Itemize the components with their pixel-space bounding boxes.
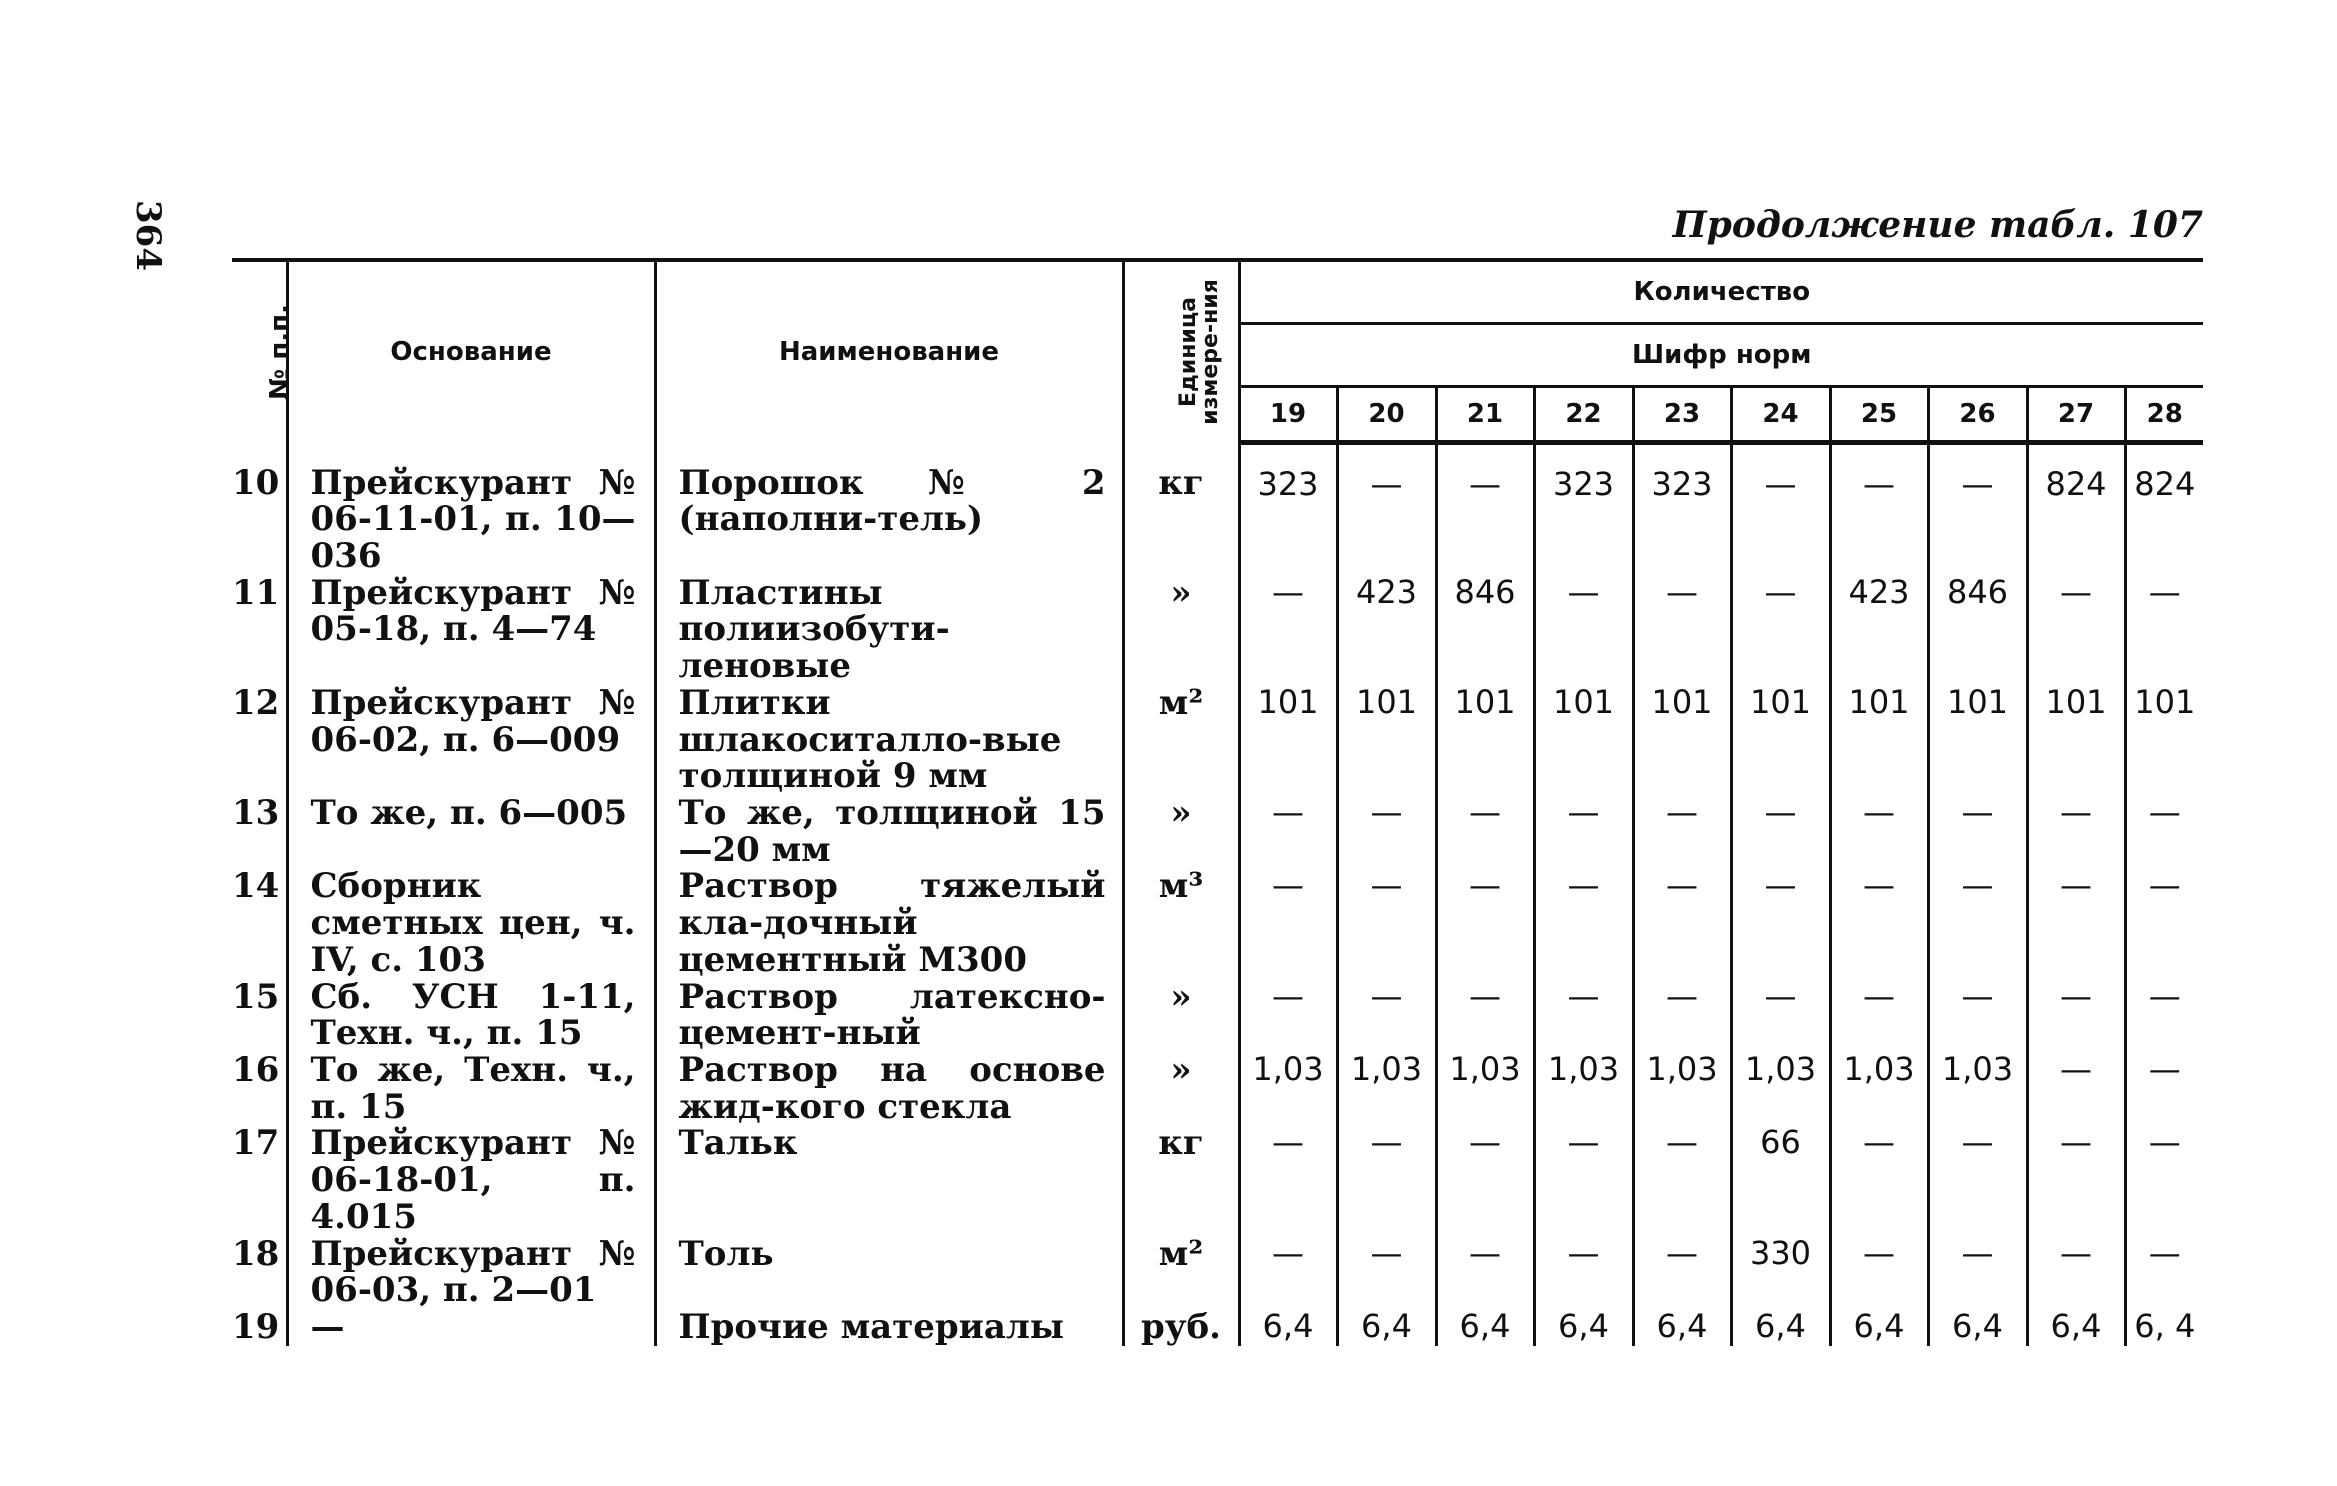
header-code-23: 23 <box>1633 387 1731 443</box>
header-code-25: 25 <box>1830 387 1928 443</box>
row-value-25: 423 <box>1830 575 1928 685</box>
row-value-19: 6,4 <box>1239 1309 1337 1346</box>
header-code-24: 24 <box>1731 387 1830 443</box>
row-name: Пластины полиизобути-леновые <box>655 575 1123 685</box>
row-basis: Прейскурант № 06-03, п. 2—01 <box>287 1236 655 1309</box>
row-value-20: 1,03 <box>1337 1052 1436 1125</box>
row-value-22: 1,03 <box>1534 1052 1633 1125</box>
row-unit: кг <box>1123 443 1239 575</box>
row-value-21: 101 <box>1436 685 1534 795</box>
row-basis: Прейскурант № 06-11-01, п. 10—036 <box>287 443 655 575</box>
row-number: 19 <box>232 1307 280 1348</box>
row-unit: » <box>1123 979 1239 1052</box>
row-name: Раствор латексно-цемент-ный <box>655 979 1123 1052</box>
row-value-21: — <box>1436 868 1534 978</box>
row-name: Порошок № 2 (наполни-тель) <box>655 443 1123 575</box>
row-value-27: — <box>2027 1052 2125 1125</box>
row-value-20: — <box>1337 795 1436 868</box>
row-value-26: 1,03 <box>1928 1052 2027 1125</box>
row-value-26: — <box>1928 795 2027 868</box>
row-value-23: 101 <box>1633 685 1731 795</box>
header-code-22: 22 <box>1534 387 1633 443</box>
table-row <box>232 575 2203 685</box>
row-value-27: — <box>2027 1125 2125 1235</box>
header-num: № п.п. <box>232 260 287 443</box>
header-code-28: 28 <box>2125 387 2203 443</box>
row-value-26: — <box>1928 868 2027 978</box>
row-value-22: — <box>1534 979 1633 1052</box>
row-value-22: — <box>1534 1236 1633 1309</box>
row-value-28: — <box>2125 1125 2203 1235</box>
table-row <box>232 1052 2203 1125</box>
row-value-22: 101 <box>1534 685 1633 795</box>
row-value-23: — <box>1633 795 1731 868</box>
row-value-26: — <box>1928 1236 2027 1309</box>
row-value-26: — <box>1928 1125 2027 1235</box>
row-value-21: — <box>1436 979 1534 1052</box>
table-row <box>232 979 2203 1052</box>
row-number: 10 <box>232 462 280 503</box>
row-name: Прочие материалы <box>655 1309 1123 1346</box>
norms-table <box>232 258 2203 1346</box>
row-value-28: 6, 4 <box>2125 1309 2203 1346</box>
row-value-25: — <box>1830 1236 1928 1309</box>
row-value-26: — <box>1928 979 2027 1052</box>
row-value-28: — <box>2125 868 2203 978</box>
row-value-21: — <box>1436 795 1534 868</box>
row-name: Толь <box>655 1236 1123 1309</box>
row-value-24: — <box>1731 868 1830 978</box>
row-value-23: 1,03 <box>1633 1052 1731 1125</box>
row-value-25: — <box>1830 795 1928 868</box>
header-code-21: 21 <box>1436 387 1534 443</box>
row-value-22: 323 <box>1534 443 1633 575</box>
row-value-27: — <box>2027 795 2125 868</box>
row-basis: Прейскурант № 06-02, п. 6—009 <box>287 685 655 795</box>
row-basis: Прейскурант № 05-18, п. 4—74 <box>287 575 655 685</box>
row-unit: кг <box>1123 1125 1239 1235</box>
row-value-27: — <box>2027 868 2125 978</box>
header-name: Наименование <box>655 260 1123 443</box>
row-value-20: 423 <box>1337 575 1436 685</box>
row-value-22: — <box>1534 575 1633 685</box>
row-number: 17 <box>232 1123 280 1164</box>
row-basis: То же, Техн. ч., п. 15 <box>287 1052 655 1125</box>
row-number: 15 <box>232 976 280 1017</box>
row-value-22: — <box>1534 795 1633 868</box>
row-number: 16 <box>232 1050 280 1090</box>
header-code-20: 20 <box>1337 387 1436 443</box>
row-number: 11 <box>232 572 280 613</box>
row-value-19: — <box>1239 1236 1337 1309</box>
row-value-22: — <box>1534 868 1633 978</box>
row-value-26: — <box>1928 443 2027 575</box>
row-value-23: — <box>1633 1125 1731 1235</box>
header-unit: Единица измере-ния <box>1123 260 1239 443</box>
row-value-27: — <box>2027 979 2125 1052</box>
row-number: 14 <box>232 866 280 907</box>
row-value-28: 101 <box>2125 685 2203 795</box>
row-value-25: — <box>1830 868 1928 978</box>
row-value-22: — <box>1534 1125 1633 1235</box>
table-row <box>232 1309 2203 1346</box>
row-value-21: — <box>1436 1125 1534 1235</box>
row-value-22: 6,4 <box>1534 1309 1633 1346</box>
row-value-24: 66 <box>1731 1125 1830 1235</box>
row-name: Раствор тяжелый кла-дочный цементный М300 <box>655 868 1123 978</box>
row-number: 12 <box>232 682 280 723</box>
page-number: 364 <box>128 200 168 271</box>
table-row <box>232 1125 2203 1235</box>
row-value-26: 6,4 <box>1928 1309 2027 1346</box>
row-basis: Сб. УСН 1-11, Техн. ч., п. 15 <box>287 979 655 1052</box>
row-value-28: — <box>2125 979 2203 1052</box>
table-row <box>232 868 2203 978</box>
row-value-19: 323 <box>1239 443 1337 575</box>
row-value-28: — <box>2125 575 2203 685</box>
row-value-27: — <box>2027 1236 2125 1309</box>
header-code: Шифр норм <box>1239 324 2203 387</box>
row-value-24: — <box>1731 575 1830 685</box>
row-value-27: — <box>2027 575 2125 685</box>
row-value-24: 330 <box>1731 1236 1830 1309</box>
row-value-21: — <box>1436 443 1534 575</box>
row-value-20: 101 <box>1337 685 1436 795</box>
row-value-24: — <box>1731 443 1830 575</box>
header-code-27: 27 <box>2027 387 2125 443</box>
row-value-23: — <box>1633 1236 1731 1309</box>
header-basis: Основание <box>287 260 655 443</box>
table-row <box>232 1236 2203 1309</box>
row-value-27: 6,4 <box>2027 1309 2125 1346</box>
row-value-28: — <box>2125 1236 2203 1309</box>
row-value-25: — <box>1830 443 1928 575</box>
row-name: Плитки шлакоситалло-вые толщиной 9 мм <box>655 685 1123 795</box>
row-value-28: — <box>2125 795 2203 868</box>
row-value-19: — <box>1239 868 1337 978</box>
row-value-19: 101 <box>1239 685 1337 795</box>
row-value-24: 101 <box>1731 685 1830 795</box>
row-value-26: 846 <box>1928 575 2027 685</box>
row-value-23: — <box>1633 575 1731 685</box>
row-basis: — <box>287 1309 655 1346</box>
row-value-21: 6,4 <box>1436 1309 1534 1346</box>
norms-table-container <box>232 258 2203 1346</box>
row-basis: Прейскурант № 06-18-01, п. 4.015 <box>287 1125 655 1235</box>
row-name: Тальк <box>655 1125 1123 1235</box>
row-value-20: — <box>1337 1236 1436 1309</box>
row-basis: То же, п. 6—005 <box>287 795 655 868</box>
table-caption: Продолжение табл. 107 <box>1672 204 2203 246</box>
header-quantity: Количество <box>1239 260 2203 324</box>
row-value-23: — <box>1633 979 1731 1052</box>
row-value-19: — <box>1239 979 1337 1052</box>
table-row <box>232 685 2203 795</box>
row-value-25: — <box>1830 1125 1928 1235</box>
row-value-25: 101 <box>1830 685 1928 795</box>
row-basis: Сборник сметных цен, ч. IV, с. 103 <box>287 868 655 978</box>
row-number: 13 <box>232 792 280 833</box>
row-value-28: 824 <box>2125 443 2203 575</box>
table-row <box>232 443 2203 575</box>
row-value-26: 101 <box>1928 685 2027 795</box>
row-value-20: — <box>1337 979 1436 1052</box>
row-value-23: 6,4 <box>1633 1309 1731 1346</box>
row-unit: м³ <box>1123 868 1239 978</box>
row-number: 18 <box>232 1233 280 1274</box>
row-value-24: — <box>1731 979 1830 1052</box>
row-value-28: — <box>2125 1052 2203 1125</box>
row-value-19: 1,03 <box>1239 1052 1337 1125</box>
header-code-26: 26 <box>1928 387 2027 443</box>
row-value-20: — <box>1337 443 1436 575</box>
row-unit: м² <box>1123 1236 1239 1309</box>
row-value-19: — <box>1239 795 1337 868</box>
row-name: То же, толщиной 15—20 мм <box>655 795 1123 868</box>
row-value-20: — <box>1337 868 1436 978</box>
table-row <box>232 795 2203 868</box>
row-unit: » <box>1123 1052 1239 1125</box>
row-value-25: 6,4 <box>1830 1309 1928 1346</box>
row-unit: » <box>1123 575 1239 685</box>
row-value-27: 101 <box>2027 685 2125 795</box>
row-value-20: 6,4 <box>1337 1309 1436 1346</box>
row-name: Раствор на основе жид-кого стекла <box>655 1052 1123 1125</box>
row-value-25: — <box>1830 979 1928 1052</box>
row-value-24: 1,03 <box>1731 1052 1830 1125</box>
row-value-23: — <box>1633 868 1731 978</box>
row-value-23: 323 <box>1633 443 1731 575</box>
row-value-20: — <box>1337 1125 1436 1235</box>
row-value-27: 824 <box>2027 443 2125 575</box>
row-unit: руб. <box>1123 1309 1239 1346</box>
row-value-21: 1,03 <box>1436 1052 1534 1125</box>
header-code-19: 19 <box>1239 387 1337 443</box>
row-value-24: — <box>1731 795 1830 868</box>
row-unit: » <box>1123 795 1239 868</box>
row-value-25: 1,03 <box>1830 1052 1928 1125</box>
row-value-24: 6,4 <box>1731 1309 1830 1346</box>
row-value-19: — <box>1239 1125 1337 1235</box>
row-value-19: — <box>1239 575 1337 685</box>
row-value-21: — <box>1436 1236 1534 1309</box>
row-value-21: 846 <box>1436 575 1534 685</box>
row-unit: м² <box>1123 685 1239 795</box>
